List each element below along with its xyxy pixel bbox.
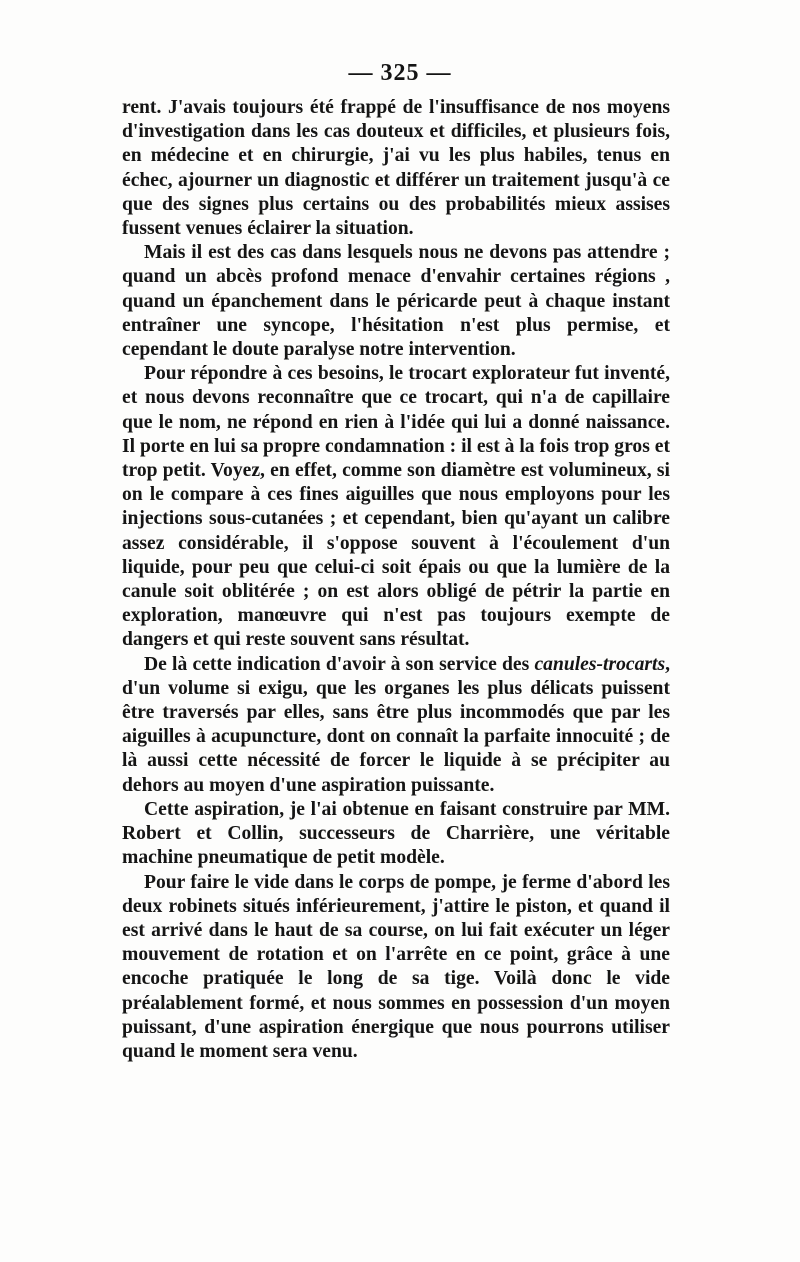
paragraph: Mais il est des cas dans lesquels nous ne devons pas attendre ; quand un abcès profond menace d'envahir certaines régions , quand un épanchement dans le péricarde peut à chaque instant entraîner une syncope, l'hésitation n'est plus permise, et cependant le doute paralyse notre intervention. (122, 242, 670, 361)
body-text (122, 96, 670, 1064)
paragraph (122, 653, 670, 798)
paragraph-text: , d'un volume si exigu, que les organes les plus délicats puissent être traversés par elles, sans être plus incommodés que par les aiguilles à acupuncture, dont on connaît la parfaite innocuité ; de là aussi cette nécessité de forcer le liquide à se précipiter au dehors au moyen d'une aspiration puissante. (122, 653, 670, 796)
page-number: — 325 — (348, 60, 452, 86)
paragraph-text: De là cette indication d'avoir à son service des (144, 653, 535, 675)
emphasized-term: canules-trocarts (534, 653, 666, 675)
paragraph: Pour répondre à ces besoins, le trocart explorateur fut inventé, et nous devons reconnaître que ce trocart, qui n'a de capillaire que le nom, ne répond en rien à l'idée qui lui a donné naissance. Il porte en lui sa propre condamnation : il est à la fois trop gros et trop petit. Voyez, en effet, comme son diamètre est volumineux, si on le compare à ces fines aiguilles que nous employons pour les injections sous-cutanées ; et cependant, bien qu'ayant un calibre assez considérable, il s'oppose souvent à l'écoulement d'un liquide, pour peu que celui-ci soit épais ou que la lumière de la canule soit oblitérée ; on est alors obligé de pétrir la partie en exploration, manœuvre qui n'est pas toujours exempte de dangers et qui reste souvent sans résultat. (122, 363, 670, 651)
paragraph: Pour faire le vide dans le corps de pompe, je ferme d'abord les deux robinets situés inférieurement, j'attire le piston, et quand il est arrivé dans le haut de sa course, on lui fait exécuter un léger mouvement de rotation et on l'arrête en ce point, grâce à une encoche pratiquée le long de sa tige. Voilà donc le vide préalablement formé, et nous sommes en possession d'un moyen puissant, d'une aspiration énergique que nous pourrons utiliser quand le moment sera venu. (122, 871, 670, 1062)
paragraph: Cette aspiration, je l'ai obtenue en faisant construire par MM. Robert et Collin, successeurs de Charrière, une véritable machine pneumatique de petit modèle. (122, 798, 670, 869)
paragraph: rent. J'avais toujours été frappé de l'insuffisance de nos moyens d'investigation dans les cas douteux et difficiles, et plusieurs fois, en médecine et en chirurgie, j'ai vu les plus habiles, tenus en échec, ajourner un diagnostic et différer un traitement jusqu'à ce que des signes plus certains ou des probabilités mieux assises fussent venues éclairer la situation. (122, 97, 670, 240)
